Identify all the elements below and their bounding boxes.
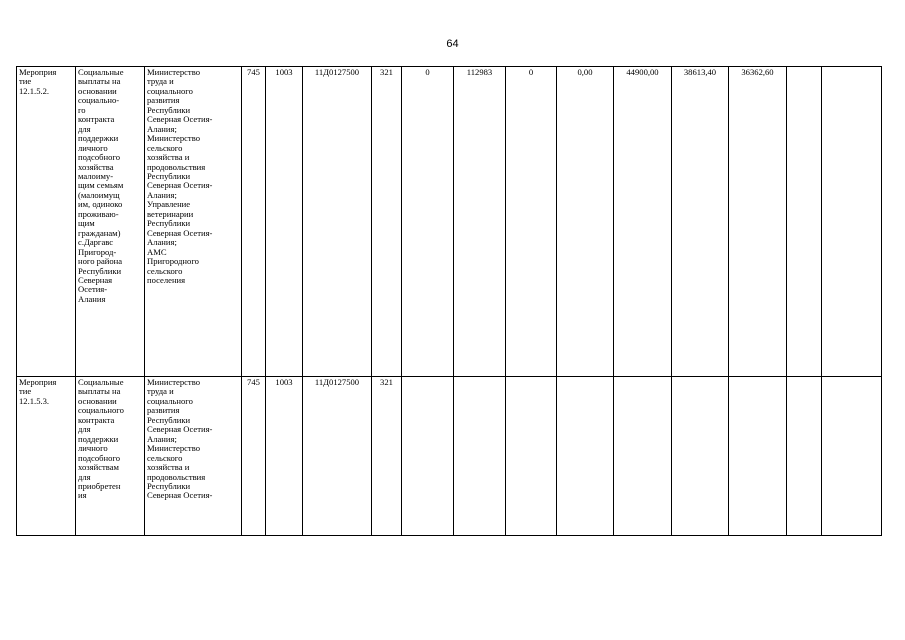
cell-line: Пригород-	[78, 246, 117, 257]
value-cell-5: 44900,00	[614, 67, 672, 377]
event-cell	[17, 377, 76, 536]
cell-line: труда и	[147, 386, 174, 397]
cell-line: для	[78, 424, 91, 435]
cell-line: Северная Осетия-	[147, 424, 213, 435]
cell-line: Республики	[147, 104, 191, 115]
cell-line: Северная	[78, 274, 113, 285]
cell-line: проживаю-	[78, 208, 119, 219]
rzpr-cell: 1003	[266, 67, 303, 377]
event-cell	[17, 67, 76, 377]
cell-line: го	[78, 104, 86, 115]
cell-line: Социальные	[78, 377, 124, 387]
cell-line: подсобного	[78, 452, 121, 463]
cell-line: ия	[78, 490, 87, 501]
table-row	[17, 67, 882, 377]
cell-line: ветеринарии	[147, 208, 194, 219]
cell-line: гражданам)	[78, 227, 121, 238]
cell-line: поселения	[147, 274, 186, 285]
cell-line: продовольствия	[147, 471, 206, 482]
value-cell-2	[454, 377, 506, 536]
cell-line: выплаты на	[78, 386, 121, 397]
value-cell-4: 0,00	[557, 67, 614, 377]
cell-line: Республики	[147, 414, 191, 425]
value-cell-9	[822, 67, 882, 377]
cell-line: ного района	[78, 256, 123, 267]
vr-cell: 321	[372, 377, 402, 536]
cell-line: 12.1.5.2.	[19, 85, 50, 96]
cell-line: Пригородного	[147, 256, 199, 267]
cell-line: Республики	[78, 265, 122, 276]
cell-line: Мероприя	[19, 377, 57, 387]
cell-line: сельского	[147, 142, 183, 153]
cell-line: сельского	[147, 265, 183, 276]
cell-line: подсобного	[78, 152, 121, 163]
cell-line: Алания;	[147, 237, 177, 248]
cell-line: сельского	[147, 452, 183, 463]
cell-line: Северная Осетия-	[147, 227, 213, 238]
cell-line: Министерство	[147, 377, 200, 387]
cell-line: контракта	[78, 114, 115, 125]
grbs-cell: 745	[242, 377, 266, 536]
value-cell-7	[729, 377, 787, 536]
cell-line: Алания	[78, 293, 106, 304]
value-cell-4	[557, 377, 614, 536]
cell-line: приобретен	[78, 480, 121, 491]
cell-line: для	[78, 123, 91, 134]
cell-line: тие	[19, 76, 32, 87]
value-cell-6	[672, 377, 729, 536]
cell-line: хозяйствам	[78, 462, 119, 473]
cell-line: Управление	[147, 199, 191, 210]
cell-line: личного	[78, 443, 108, 454]
cell-line: с.Даргавс	[78, 237, 114, 248]
cell-line: Республики	[147, 218, 191, 229]
cell-line: Министерство	[147, 67, 200, 77]
cell-line: труда и	[147, 76, 174, 87]
cell-line: Северная Осетия-	[147, 114, 213, 125]
cell-line: Министерство	[147, 443, 200, 454]
value-cell-3: 0	[506, 67, 557, 377]
vr-cell: 321	[372, 67, 402, 377]
value-cell-5	[614, 377, 672, 536]
value-cell-3	[506, 377, 557, 536]
cell-line: Мероприя	[19, 67, 57, 77]
cell-line: социального	[147, 395, 193, 406]
cell-line: развития	[147, 95, 180, 106]
value-cell-1	[402, 377, 454, 536]
cell-line: выплаты на	[78, 76, 121, 87]
cell-line: хозяйства	[78, 161, 114, 172]
cell-line: малоиму-	[78, 170, 114, 181]
table-row	[17, 377, 882, 536]
cell-line: щим семьям	[78, 180, 124, 191]
value-cell-6: 38613,40	[672, 67, 729, 377]
grbs-cell: 745	[242, 67, 266, 377]
value-cell-1: 0	[402, 67, 454, 377]
cell-line: социального	[78, 405, 124, 416]
value-cell-8	[787, 67, 822, 377]
cell-line: личного	[78, 142, 108, 153]
cell-line: Алания;	[147, 123, 177, 134]
value-cell-7: 36362,60	[729, 67, 787, 377]
cell-line: 12.1.5.3.	[19, 395, 50, 406]
cell-line: продовольствия	[147, 161, 206, 172]
cell-line: Осетия-	[78, 284, 108, 295]
cell-line: им, одиноко	[78, 199, 123, 210]
cell-line: социального	[147, 85, 193, 96]
value-cell-2: 112983	[454, 67, 506, 377]
executor-cell	[145, 67, 242, 377]
cell-line: социально-	[78, 95, 120, 106]
cell-line: АМС	[147, 246, 167, 257]
csr-cell: 11Д0127500	[303, 377, 372, 536]
cell-line: Северная Осетия-	[147, 180, 213, 191]
cell-line: тие	[19, 386, 32, 397]
description-cell	[76, 67, 145, 377]
cell-line: хозяйства и	[147, 462, 190, 473]
cell-line: Министерство	[147, 133, 200, 144]
cell-line: Социальные	[78, 67, 124, 77]
cell-line: хозяйства и	[147, 152, 190, 163]
value-cell-8	[787, 377, 822, 536]
value-cell-9	[822, 377, 882, 536]
executor-cell	[145, 377, 242, 536]
csr-cell: 11Д0127500	[303, 67, 372, 377]
cell-line: Республики	[147, 480, 191, 491]
cell-line: основании	[78, 395, 117, 406]
rzpr-cell: 1003	[266, 377, 303, 536]
budget-table	[16, 66, 882, 536]
cell-line: (малоимущ	[78, 189, 120, 200]
cell-line: поддержки	[78, 433, 119, 444]
cell-line: Алания;	[147, 189, 177, 200]
cell-line: контракта	[78, 414, 115, 425]
cell-line: Алания;	[147, 433, 177, 444]
cell-line: основании	[78, 85, 117, 96]
page-number: 64	[446, 38, 459, 50]
cell-line: Республики	[147, 170, 191, 181]
cell-line: развития	[147, 405, 180, 416]
cell-line: Северная Осетия-	[147, 490, 213, 501]
description-cell	[76, 377, 145, 536]
cell-line: для	[78, 471, 91, 482]
cell-line: щим	[78, 218, 95, 229]
cell-line: поддержки	[78, 133, 119, 144]
